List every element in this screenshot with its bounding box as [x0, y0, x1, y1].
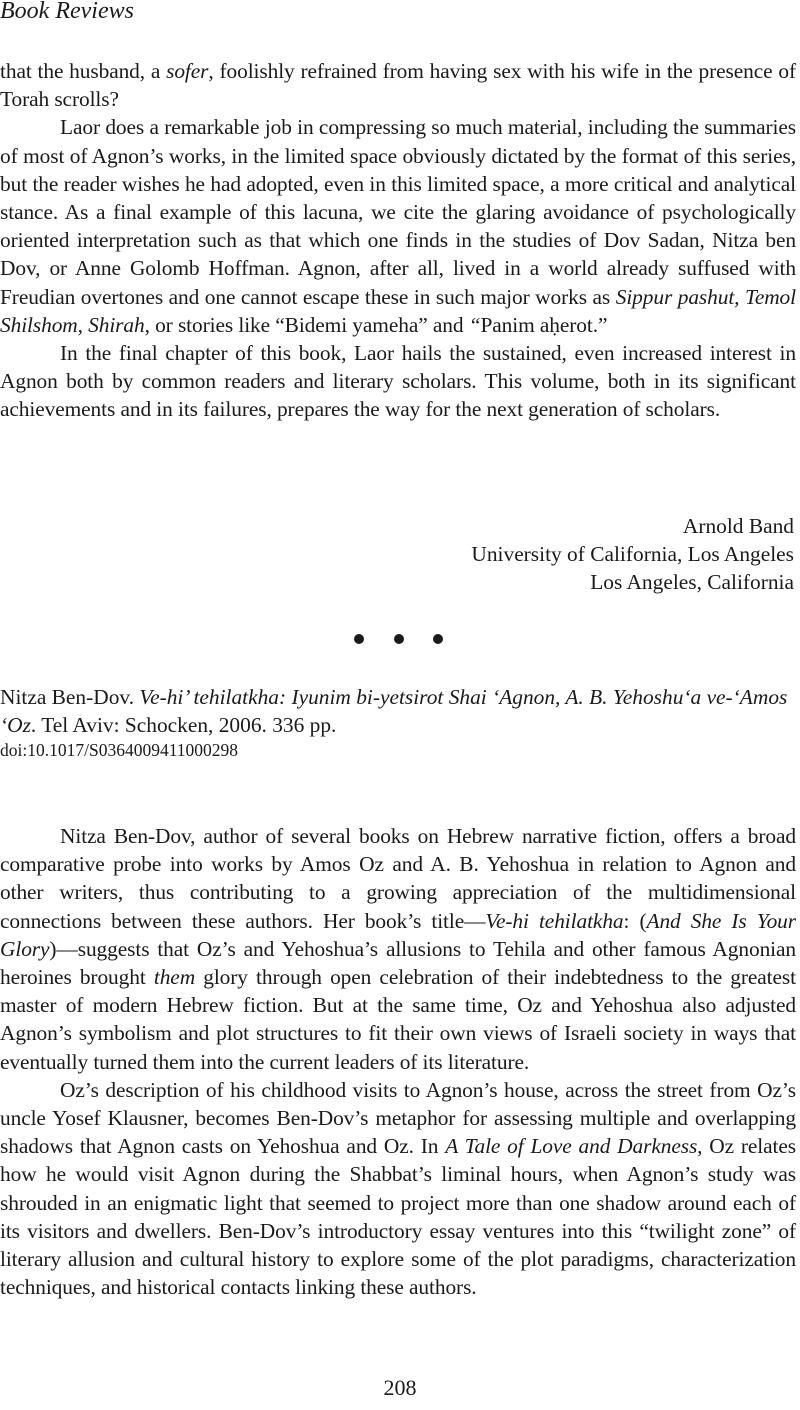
review-1-paragraph-1: that the husband, a sofer, foolishly refrained from having sex with his wife in the presence of Torah scrolls?: [0, 59, 796, 112]
review-1-body: [0, 57, 796, 424]
separator-dot: [433, 634, 443, 644]
review-2-paragraph-1: Nitza Ben-Dov, author of several books on Hebrew narrative fiction, offers a broad comparative probe into works by Amos Oz and A. B. Yehoshua in relation to Agnon and other writers, thus contributing to a growing appreciation of the multidimensional connections between these authors. Her book’s title—Ve-hi tehilatkha: (And She Is Your Glory)—suggests that Oz’s and Yehoshua’s allusions to Tehila and other famous Agnonian heroines brought them glory through open celebration of their indebtedness to the greatest master of modern Hebrew fiction. But at the same time, Oz and Yehoshua also adjusted Agnon’s symbolism and plot structures to fit their own views of Israeli society in ways that eventually turned them into the current leaders of its literature.: [0, 824, 796, 1074]
reviewer-signature: [471, 512, 794, 597]
italic-title: A Tale of Love and Darkness: [445, 1134, 698, 1159]
separator-dot: [354, 634, 364, 644]
review-2-paragraph-2: Oz’s description of his childhood visits to Agnon’s house, across the street from Oz’s uncle Yosef Klausner, becomes Ben-Dov’s metaphor for assessing multiple and overlapping shadows that Agnon casts on Yehoshua and Oz. In A Tale of Love and Darkness, Oz relates how he would visit Agnon during the Shabbat’s liminal hours, when Agnon’s study was shrouded in an enigmatic light that seemed to project more than one shadow around each of its visitors and dwellers. Ben-Dov’s introductory essay ventures into this “twilight zone” of literary allusion and cultural history to explore some of the plot paradigms, characterization techniques, and historical contacts linking these authors.: [0, 1077, 796, 1300]
italic-title: sofer: [166, 59, 209, 83]
review-1-paragraph-2: Laor does a remarkable job in compressing so much material, including the summaries of most of Agnon’s works, in the limited space obviously dictated by the format of this series, but the reader wishes he had adopted, even in this limited space, a more critical and analytical stance. As a final example of this lacuna, we cite the glaring avoidance of psychologically oriented interpretation such as that which one finds in the studies of Dov Sadan, Nitza ben Dov, or Anne Golomb Hoffman. Agnon, after all, lived in a world already suffused with Freudian overtones and one cannot escape these in such major works as Sippur pashut, Temol Shilshom, Shirah, or stories like “Bidemi yameha” and “Panim aḥerot.”: [0, 115, 796, 337]
page-number: 208: [383, 1375, 417, 1400]
reviewer-name: Arnold Band: [682, 514, 794, 538]
italic-title: them: [153, 965, 196, 990]
section-separator: [354, 632, 450, 646]
review-2-body: [0, 822, 796, 1301]
italic-title: Ve-hi’ tehilatkha: Iyunim bi-yetsirot Shai ‘Agnon, A. B. Yehoshu‘a ve-‘Amos ‘Oz: [0, 685, 788, 738]
reviewer-location: Los Angeles, California: [590, 570, 794, 595]
doi-reference: doi:10.1017/S0364009411000298: [0, 740, 239, 760]
review-1-paragraph-3: In the final chapter of this book, Laor hails the sustained, even increased interest in Agnon both by common readers and literary scholars. This volume, both in its significant achievements and in its failures, prepares the way for the next generation of scholars.: [0, 341, 796, 422]
italic-title: And She Is Your Glory: [0, 908, 796, 961]
running-header: Book Reviews: [0, 0, 134, 24]
italic-title: Ve-hi tehilatkha: [485, 908, 624, 933]
book-citation: Nitza Ben-Dov. Ve-hi’ tehilatkha: Iyunim bi-yetsirot Shai ‘Agnon, A. B. Yehoshu‘a ve-‘Amos ‘Oz. Tel Aviv: Schocken, 2006. 336 pp.: [0, 685, 788, 738]
italic-title: “: [468, 312, 481, 337]
separator-dot: [394, 634, 404, 644]
reviewer-affiliation: University of California, Los Angeles: [471, 542, 794, 567]
italic-title: Sippur pashut, Temol Shilshom, Shirah: [0, 284, 796, 337]
